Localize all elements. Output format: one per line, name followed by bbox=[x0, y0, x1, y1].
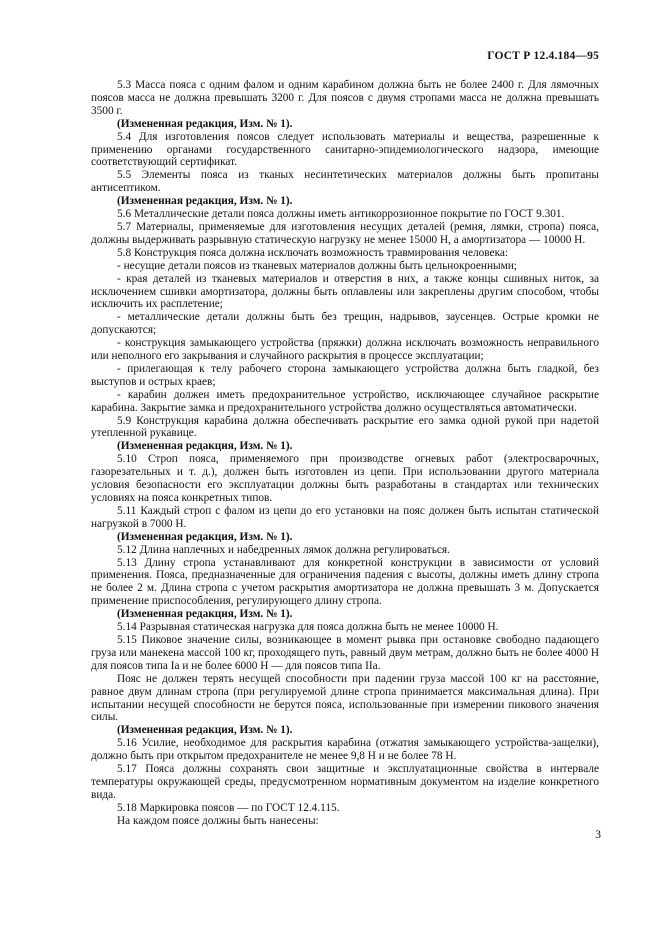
paragraph: 5.12 Длина наплечных и набедренных лямок должна регулироваться. bbox=[117, 543, 450, 556]
amendment-note: (Измененная редакция, Изм. № 1). bbox=[117, 117, 293, 130]
paragraph: 5.13 Длину стропа устанавливают для конкретной конструкции в зависимости от условий применения. Пояса, предназначенные для ограничения падения с высоты, должны иметь длину стропа не более 2 м. Длина стропа с учетом раскрытия амортизатора не должна превышать 3 м. Допускается применение приспособления, регулирующего длину стропа. bbox=[91, 556, 599, 608]
amendment-note: (Измененная редакция, Изм. № 1). bbox=[117, 724, 293, 737]
page-number: 3 bbox=[595, 829, 601, 841]
paragraph: На каждом поясе должны быть нанесены: bbox=[117, 814, 319, 827]
list-item: - металлические детали должны быть без трещин, надрывов, заусенцев. Острые кромки не допускаются; bbox=[91, 311, 599, 337]
amendment-note: (Измененная редакция, Изм. № 1). bbox=[117, 440, 293, 453]
paragraph: 5.17 Пояса должны сохранять свои защитные и эксплуатационные свойства в интервале температуры окружающей среды, предусмотренном нормативным документом на изделие конкретного вида. bbox=[91, 763, 599, 801]
paragraph: 5.9 Конструкция карабина должна обеспечивать раскрытие его замка одной рукой при надетой утепленной рукавице. bbox=[91, 414, 599, 440]
list-item: - края деталей из тканевых материалов и отверстия в них, а также концы сшивных ниток, за исключением сшивки амортизатора, должны быть оплавлены или закреплены другим способом, чтобы исключить их расплетение; bbox=[91, 272, 599, 311]
amendment-note: (Измененная редакция, Изм. № 1). bbox=[117, 608, 293, 621]
list-item: - карабин должен иметь предохранительное устройство, исключающее случайное раскрытие карабина. Закрытие замка и предохранительного устройства должно осуществляться автоматически. bbox=[91, 388, 599, 414]
paragraph: 5.16 Усилие, необходимое для раскрытия карабина (отжатия замыкающего устройства-защелки), должно быть при открытом предохранителе не менее 9,8 Н и не более 78 Н. bbox=[91, 737, 599, 763]
paragraph: 5.10 Строп пояса, применяемого при производстве огневых работ (электросварочных, газорезательных и т. д.), должен быть изготовлен из цепи. При использовании другого материала условия безопасности его эксплуатации должны быть разработаны в стандартах или технических условиях на пояса конкретных типов. bbox=[91, 453, 599, 504]
document-header: ГОСТ Р 12.4.184—95 bbox=[487, 50, 599, 62]
amendment-note: (Измененная редакция, Изм. № 1). bbox=[117, 195, 293, 208]
paragraph: 5.11 Каждый строп с фалом из цепи до его установки на пояс должен быть испытан статической нагрузкой в 7000 Н. bbox=[91, 504, 599, 530]
list-item: - несущие детали поясов из тканевых материалов должны быть цельнокроенными; bbox=[117, 259, 517, 272]
list-item: - прилегающая к телу рабочего сторона замыкающего устройства должна быть гладкой, без выступов и острых краев; bbox=[91, 362, 599, 388]
paragraph: 5.18 Маркировка поясов — по ГОСТ 12.4.115. bbox=[117, 801, 340, 814]
paragraph: 5.15 Пиковое значение силы, возникающее в момент рывка при остановке свободно падающего груза или манекена массой 100 кг, проходящего путь, равный двум метрам, должно быть не более 4000 Н для поясов типа Ia и не более 6000 Н — для поясов типа IIa. bbox=[91, 633, 599, 672]
paragraph: 5.6 Металлические детали пояса должны иметь антикоррозионное покрытие по ГОСТ 9.301. bbox=[117, 208, 565, 221]
paragraph: 5.7 Материалы, применяемые для изготовления несущих деталей (ремня, лямки, стропа) пояса, должны выдерживать разрывную статическую нагрузку не менее 15000 Н, а амортизатора — 10000 Н. bbox=[91, 220, 599, 246]
list-item: - конструкция замыкающего устройства (пряжки) должна исключать возможность неправильного или неполного его закрывания и случайного раскрытия в процессе эксплуатации; bbox=[91, 337, 599, 363]
paragraph: 5.4 Для изготовления поясов следует использовать материалы и вещества, разрешенные к применению органами государственного санитарно-эпидемиологического надзора, имеющие соответствующий сертификат. bbox=[91, 130, 599, 169]
document-body bbox=[91, 79, 599, 828]
paragraph: 5.14 Разрывная статическая нагрузка для пояса должна быть не менее 10000 Н. bbox=[117, 621, 499, 634]
amendment-note: (Измененная редакция, Изм. № 1). bbox=[117, 530, 293, 543]
paragraph: 5.8 Конструкция пояса должна исключать возможность травмирования человека: bbox=[117, 246, 509, 259]
paragraph: 5.3 Масса пояса с одним фалом и одним карабином должна быть не более 2400 г. Для лямочных поясов масса не должна превышать 3200 г. Для поясов с двумя стропами масса не должна превышать 3500 г. bbox=[91, 79, 599, 117]
paragraph: Пояс не должен терять несущей способности при падении груза массой 100 кг на расстояние, равное двум длинам стропа (при регулируемой длине стропа принимается максимальная длина). При испытании несущей способности не берутся пояса, использованные при измерении пикового значения силы. bbox=[91, 672, 599, 724]
paragraph: 5.5 Элементы пояса из тканых несинтетических материалов должны быть пропитаны антисептиком. bbox=[91, 169, 599, 195]
